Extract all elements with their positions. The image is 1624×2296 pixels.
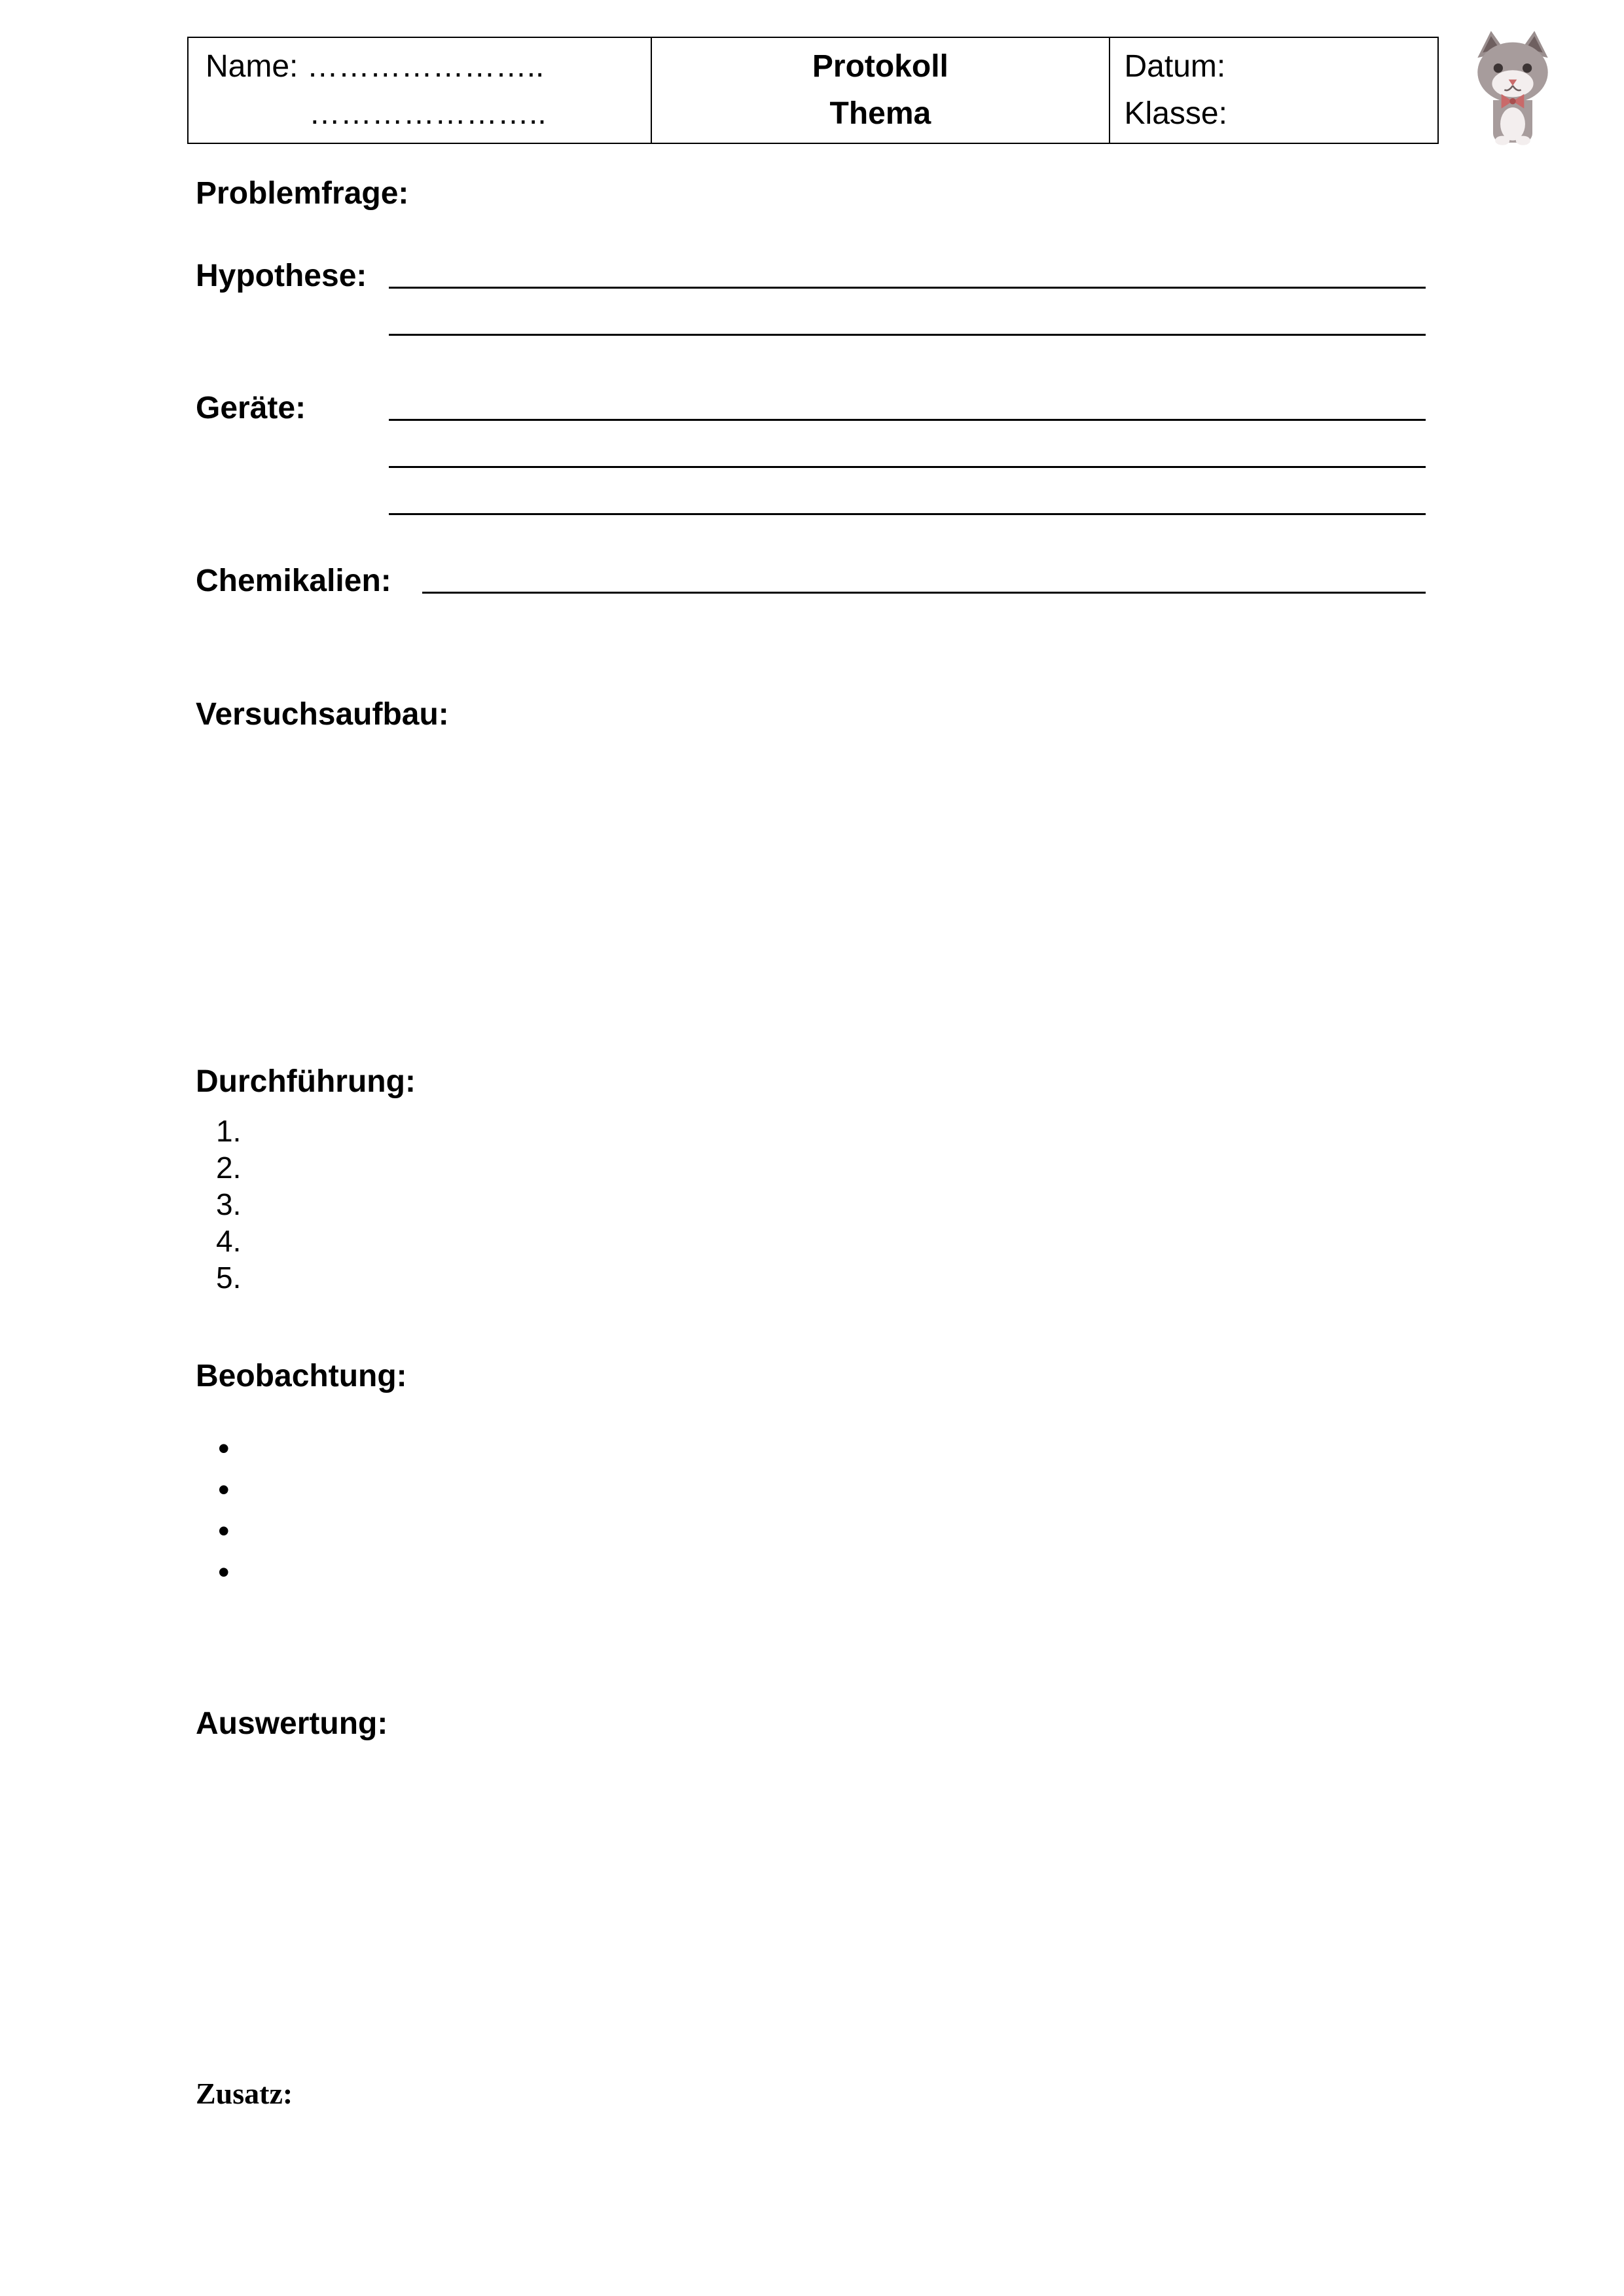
- list-item: 3.: [216, 1187, 242, 1221]
- name-label: Name: …………………..: [206, 49, 545, 84]
- header-cell-datum: [1110, 38, 1437, 143]
- section-versuchsaufbau-label: Versuchsaufbau:: [196, 697, 449, 732]
- section-hypothese-label: Hypothese:: [196, 259, 367, 293]
- geraete-line-2: [389, 466, 1426, 468]
- section-auswertung-label: Auswertung:: [196, 1706, 388, 1741]
- section-chemikalien-label: Chemikalien:: [196, 564, 391, 598]
- bullet-item: •: [218, 1430, 230, 1467]
- bullet-item: •: [218, 1471, 230, 1508]
- document-title: Protokoll: [812, 49, 948, 84]
- bullet-item: •: [218, 1513, 230, 1549]
- datum-label: Datum:: [1124, 49, 1226, 84]
- geraete-line-3: [389, 513, 1426, 515]
- klasse-label: Klasse:: [1124, 96, 1227, 131]
- header-cell-title: [652, 38, 1110, 143]
- list-item: 5.: [216, 1261, 242, 1295]
- document-subtitle: Thema: [829, 96, 931, 131]
- bullet-item: •: [218, 1554, 230, 1590]
- geraete-line-1: [389, 419, 1426, 421]
- section-geraete-label: Geräte:: [196, 391, 306, 425]
- list-item: 2.: [216, 1151, 242, 1185]
- section-beobachtung-label: Beobachtung:: [196, 1359, 407, 1393]
- header-cell-name: [189, 38, 652, 143]
- cat-mascot-icon: [1461, 29, 1564, 157]
- section-durchfuehrung-label: Durchführung:: [196, 1064, 416, 1099]
- header-table: [187, 37, 1439, 144]
- section-zusatz-label: Zusatz:: [196, 2077, 293, 2110]
- beobachtung-list: [218, 1428, 230, 1593]
- list-item: 1.: [216, 1114, 242, 1148]
- hypothese-line-1: [389, 287, 1426, 289]
- durchfuehrung-list: [216, 1113, 241, 1296]
- chemikalien-line-1: [422, 592, 1426, 594]
- list-item: 4.: [216, 1224, 242, 1258]
- hypothese-line-2: [389, 334, 1426, 336]
- section-problemfrage-label: Problemfrage:: [196, 176, 409, 211]
- name-dots-line: …………………..: [309, 96, 547, 131]
